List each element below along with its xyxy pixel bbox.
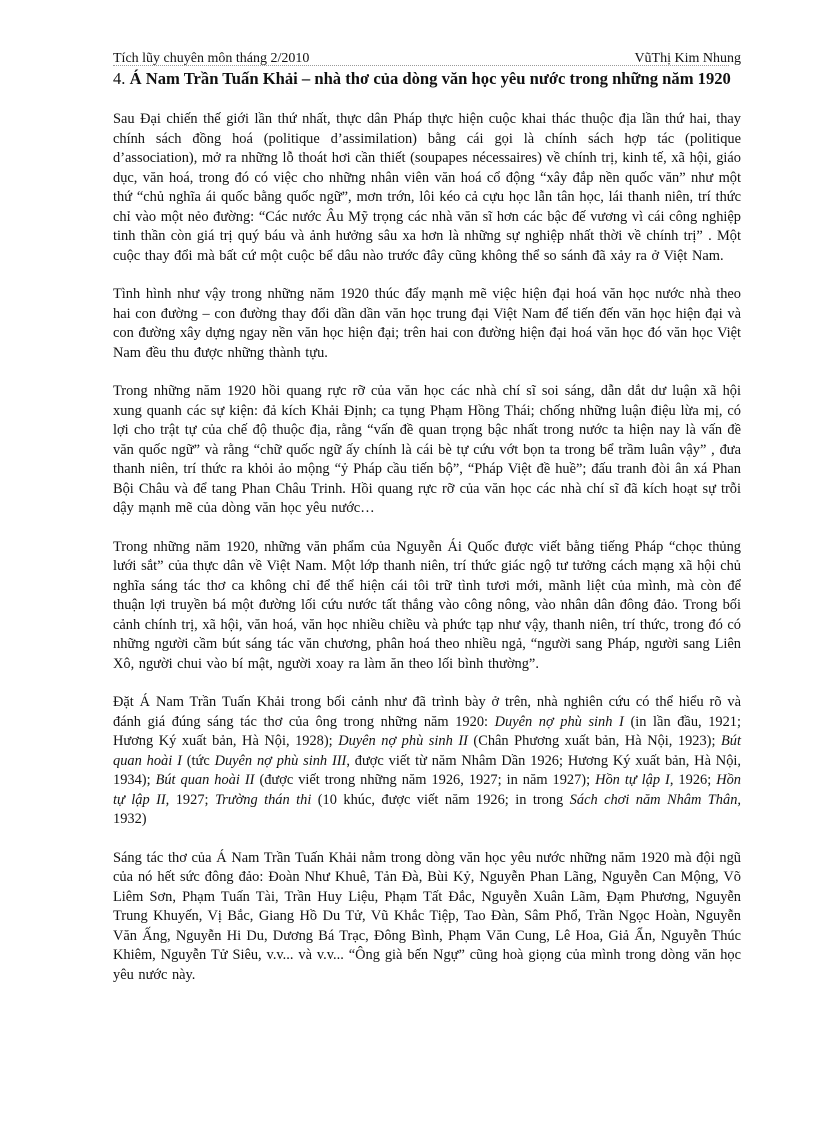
p5-text-2: (in lần đầu, 1921; Hương Ký xuất bản, Hà Nội, 1928); xyxy=(113,713,741,749)
header-left-text: Tích lũy chuyên môn tháng 2/2010 xyxy=(113,51,310,66)
work-title-7: Hồn tự lập II, xyxy=(113,772,741,808)
work-title-2: Duyên nợ phù sinh II xyxy=(338,733,468,749)
work-title-3: Bút quan hoài I xyxy=(113,733,741,769)
paragraph-2: Tình hình như vậy trong những năm 1920 thúc đẩy mạnh mẽ việc hiện đại hoá văn học nước nhà theo hai con đường – con đường thay đổi dần dần văn học trung đại Việt Nam để tiến đến văn học hiện đại và con đường xây dựng ngay nền văn học hiện đại; trên hai con đường hiện đại hoá văn học đó văn học Việt Nam đều thu được những thành tựu. xyxy=(113,286,741,361)
paragraph-1: Sau Đại chiến thế giới lần thứ nhất, thực dân Pháp thực hiện cuộc khai thác thuộc địa lần thứ hai, thay chính sách đồng hoá (politique d’assimilation) bằng cái gọi là chính sách hợp tác (politique d’association), mở ra những lỗ thoát hơi cần thiết (soupapes nécessaires) về chính trị, kinh tế, xã hội, giáo dục, văn hoá, trong đó có việc cho những nhân viên văn hoá cổ động “xây đắp nền quốc văn” như một thứ “chủ nghĩa ái quốc bằng quốc ngữ”, mơn trớn, lôi kéo cả cựu học lẫn tân học, lái thanh niên, trí thức chỉ vào một nẻo đường: “Các nước Âu Mỹ trọng các nhà văn sĩ hơn các bậc đế vương vì cái công nghiệp tinh thần còn giá trị quý báu và ảnh hưởng sâu xa hơn là những sự nghiệp nhất thời về chính trị” . Một cuộc thay đổi mà bất cứ một cuộc bể dâu nào trước đây cũng không thể so sánh đã xảy ra ở Việt Nam. xyxy=(113,111,741,264)
paragraph-3: Trong những năm 1920 hồi quang rực rỡ của văn học các nhà chí sĩ soi sáng, dẫn dắt dư luận xã hội xung quanh các sự kiện: đả kích Khải Định; ca tụng Phạm Hồng Thái; chống những luận điệu lừa mị, có lợi cho trật tự của chế độ thuộc địa, rằng “vấn đề quan trọng bậc nhất trong nước ta hiện nay là vấn đề văn quốc ngữ” và rằng “chữ quốc ngữ ấy chính là cái bè tự cứu vớt bọn ta trong bể trầm luân vậy” , đưa thanh niên, trí thức ra khỏi ảo mộng “ỷ Pháp cầu tiến bộ”, “Pháp Việt đề huề”; đấu tranh đòi ân xá Phan Bội Châu và để tang Phan Châu Trinh. Hồi quang rực rỡ của văn học các nhà chí sĩ đã kích hoạt sự trỗi dậy mạnh mẽ của dòng văn học yêu nước… xyxy=(113,383,741,516)
article-title xyxy=(113,69,741,89)
work-title-8: Trường thán thi xyxy=(214,791,312,808)
p5-text-4: (tức xyxy=(181,752,215,769)
work-title-1: Duyên nợ phù sinh I xyxy=(494,713,624,730)
header-divider xyxy=(113,65,729,66)
p5-text-7: , 1926; xyxy=(669,772,717,788)
p5-text-10: 1932) xyxy=(113,811,147,827)
work-title-5: Bút quan hoài II xyxy=(155,772,255,788)
header-author: VũThị Kim Nhung xyxy=(634,51,741,66)
p5-text-6: (được viết trong những năm 1926, 1927; in năm 1927); xyxy=(254,772,596,788)
p5-text-1: Đặt Á Nam Trần Tuấn Khải trong bối cảnh như đã trình bày ở trên, nhà nghiên cứu có thể hiểu rõ và đánh giá đúng sáng tác thơ của ông trong những năm 1920: xyxy=(113,694,741,730)
paragraph-6: Sáng tác thơ của Á Nam Trần Tuấn Khải nằm trong dòng văn học yêu nước những năm 1920 mà đội ngũ của nó hết sức đông đảo: Đoàn Như Khuê, Tản Đà, Bùi Kỷ, Nguyễn Phan Lãng, Nguyễn Can Mộng, Võ Liêm Sơn, Phạm Tuấn Tài, Trần Huy Liệu, Phạm Tất Đắc, Nguyễn Xuân Lãm, Đạm Phương, Nguyễn Trung Khuyến, Vị Bắc, Giang Hồ Du Tử, Vũ Khắc Tiệp, Tao Đàn, Sâm Phổ, Trần Ngọc Hoàn, Nguyễn Văn Ấng, Nguyễn Hi Du, Dương Bá Trạc, Đông Bình, Phạm Văn Cung, Lê Hoa, Giả Ẩn, Nguyễn Thúc Khiêm, Nguyễn Tử Siêu, v.v... và v.v... “Ông già bến Ngự” cũng hoà giọng của mình trong dòng văn học yêu nước này. xyxy=(113,849,741,983)
p5-text-9: (10 khúc, được viết năm 1926; in trong xyxy=(311,791,570,808)
paragraph-5 xyxy=(113,693,741,830)
page-header xyxy=(113,50,741,68)
p5-text-3: (Chân Phương xuất bản, Hà Nội, 1923); xyxy=(467,733,722,749)
work-title-9: Sách chơi năm Nhâm Thân, xyxy=(569,791,741,808)
title-number: 4. xyxy=(113,69,126,88)
title-text: Á Nam Trần Tuấn Khải – nhà thơ của dòng văn học yêu nước trong những năm 1920 xyxy=(129,69,731,88)
work-title-6: Hồn tự lập I xyxy=(595,772,670,788)
p5-text-8: 1927; xyxy=(169,791,215,808)
work-title-4: Duyên nợ phù sinh III xyxy=(214,752,347,769)
document-page xyxy=(113,50,741,1004)
p5-text-5: , được viết từ năm Nhâm Dần 1926; Hương Ký xuất bản, Hà Nội, 1934); xyxy=(113,752,741,788)
paragraph-4: Trong những năm 1920, những văn phẩm của Nguyễn Ái Quốc được viết bằng tiếng Pháp “chọc thủng lưới sắt” của thực dân về Việt Nam. Một lớp thanh niên, trí thức giác ngộ tư tưởng cách mạng xã hội chủ nghĩa sáng tác thơ ca không chỉ để thể hiện cái tôi trữ tình tươi mới, mãnh liệt của mình, mà còn để thuận lợi truyền bá một đường lối cứu nước tất thắng vào công nông, vào nhân dân đông đảo. Trong bối cảnh chính trị, xã hội, văn hoá, văn học nhiều chiều và phức tạp như vậy, thanh niên, trí thức, trong đó có những người cầm bút sáng tác văn chương, phân hoá theo nhiều ngả, “người sang Pháp, người sang Liên Xô, người chui vào bí mật, người xoay ra làm ăn theo lối bình thường”. xyxy=(113,538,741,672)
